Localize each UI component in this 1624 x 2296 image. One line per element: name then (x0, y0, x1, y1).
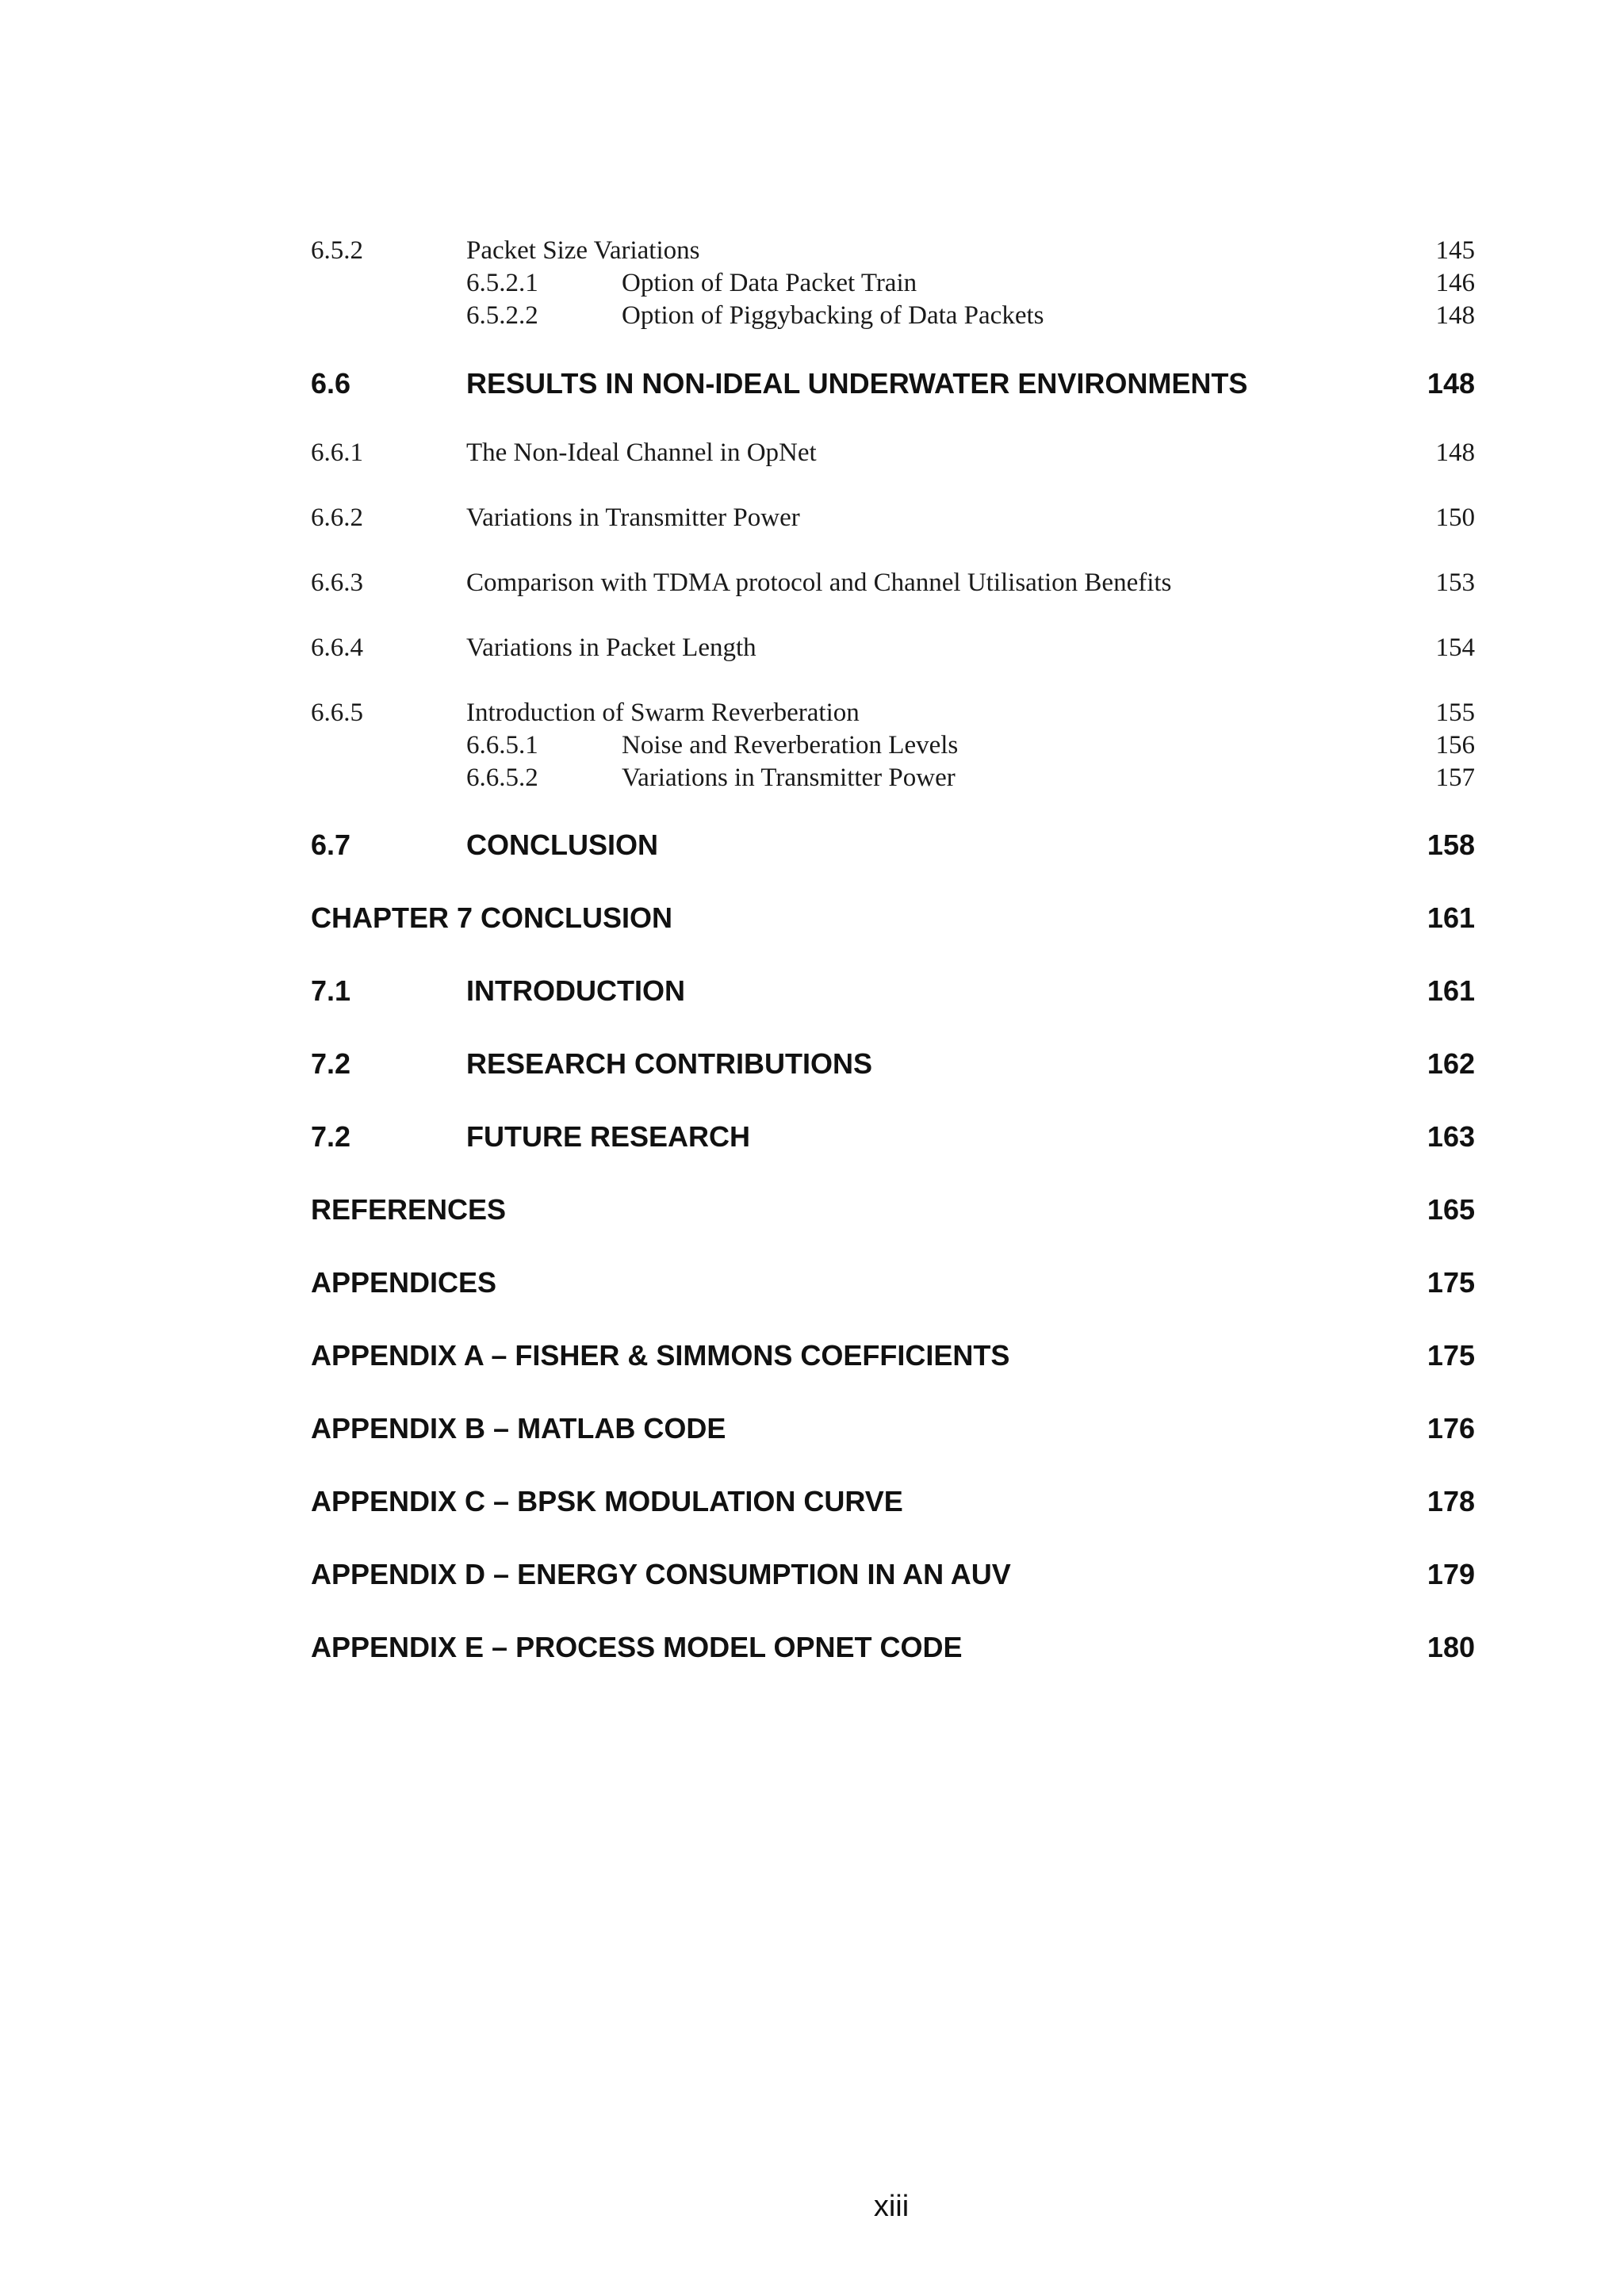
toc-entry-title: RESEARCH CONTRIBUTIONS (466, 1047, 873, 1080)
toc-entry-number: 7.2 (311, 1047, 351, 1080)
toc-entry-appendix-d[interactable] (311, 1557, 1475, 1597)
toc-entry-6-6-1[interactable] (311, 437, 1475, 476)
toc-entry-title: Introduction of Swarm Reverberation (466, 698, 860, 727)
toc-entry-number: 6.5.2.1 (466, 269, 538, 297)
toc-entry-page: 175 (1427, 1266, 1475, 1299)
toc-entry-page: 158 (1427, 828, 1475, 861)
toc-entry-6-5-2-2[interactable] (311, 300, 1475, 339)
toc-entry-6-6-5-2[interactable] (311, 762, 1475, 802)
toc-entry-title: APPENDIX C – BPSK MODULATION CURVE (311, 1485, 903, 1517)
toc-entry-title: APPENDIX D – ENERGY CONSUMPTION IN AN AUV (311, 1558, 1011, 1590)
toc-entry-number: 6.5.2 (311, 236, 363, 265)
toc-entry-number: 6.6.4 (311, 633, 363, 662)
toc-entry-page: 161 (1427, 974, 1475, 1007)
toc-entry-appendix-a[interactable] (311, 1338, 1475, 1378)
toc-entry-title: Packet Size Variations (466, 236, 700, 265)
toc-entry-title: REFERENCES (311, 1193, 507, 1226)
toc-entry-6-6-2[interactable] (311, 502, 1475, 541)
toc-entry-page: 178 (1427, 1485, 1475, 1517)
toc-entry-appendices[interactable] (311, 1265, 1475, 1305)
toc-entry-page: 148 (1435, 301, 1475, 330)
toc-entry-appendix-c[interactable] (311, 1484, 1475, 1524)
toc-entry-title: Variations in Transmitter Power (466, 503, 800, 532)
toc-entry-number: 7.2 (311, 1120, 351, 1153)
toc-entry-page: 162 (1427, 1047, 1475, 1080)
toc-entry-page: 165 (1427, 1193, 1475, 1226)
toc-entry-title: APPENDICES (311, 1266, 497, 1299)
toc-entry-number: 6.6 (311, 367, 351, 400)
toc-entry-number: 6.6.5.1 (466, 731, 538, 760)
toc-entry-appendix-b[interactable] (311, 1411, 1475, 1451)
toc-entry-number: 6.6.5.2 (466, 763, 538, 792)
toc-entry-page: 180 (1427, 1631, 1475, 1663)
toc-entry-number: 6.6.5 (311, 698, 363, 727)
toc-entry-7-2-research-contributions[interactable] (311, 1047, 1475, 1086)
toc-entry-page: 161 (1427, 901, 1475, 934)
toc-entry-number: 6.5.2.2 (466, 301, 538, 330)
toc-entry-page: 175 (1427, 1339, 1475, 1372)
toc-entry-page: 155 (1435, 698, 1475, 727)
toc-entry-title: Noise and Reverberation Levels (622, 731, 959, 760)
toc-entry-title: APPENDIX E – PROCESS MODEL OPNET CODE (311, 1631, 963, 1663)
toc-entry-page: 176 (1427, 1412, 1475, 1445)
toc-entry-page: 153 (1435, 568, 1475, 597)
toc-entry-page: 150 (1435, 503, 1475, 532)
toc-entry-title: RESULTS IN NON-IDEAL UNDERWATER ENVIRONMENTS (466, 367, 1248, 400)
toc-entry-page: 154 (1435, 633, 1475, 662)
toc-entry-page: 157 (1435, 763, 1475, 792)
toc-entry-page: 156 (1435, 731, 1475, 760)
toc-entry-title: INTRODUCTION (466, 974, 685, 1007)
toc-entry-page: 179 (1427, 1558, 1475, 1590)
toc-entry-7-2-future-research[interactable] (311, 1119, 1475, 1159)
toc-entry-number: 7.1 (311, 974, 351, 1007)
toc-entry-title: CHAPTER 7 CONCLUSION (311, 901, 673, 934)
page-number: xiii (873, 2190, 910, 2223)
toc-entry-title: APPENDIX A – FISHER & SIMMONS COEFFICIENTS (311, 1339, 1010, 1372)
toc-entry-title: Variations in Packet Length (466, 633, 756, 662)
toc-entry-title: Comparison with TDMA protocol and Channel Utilisation Benefits (466, 568, 1172, 597)
toc-entry-page: 163 (1427, 1120, 1475, 1153)
toc-entry-6-6[interactable] (311, 366, 1475, 406)
toc-entry-chapter-7[interactable] (311, 901, 1475, 940)
toc-entry-6-6-3[interactable] (311, 567, 1475, 607)
toc-entry-page: 146 (1435, 269, 1475, 297)
toc-entry-title: The Non-Ideal Channel in OpNet (466, 438, 817, 467)
toc-entry-page: 148 (1435, 438, 1475, 467)
toc-entry-title: Variations in Transmitter Power (622, 763, 956, 792)
toc-entry-number: 6.7 (311, 828, 351, 861)
toc-entry-title: Option of Piggybacking of Data Packets (622, 301, 1044, 330)
toc-entry-6-6-4[interactable] (311, 632, 1475, 672)
toc-entry-title: Option of Data Packet Train (622, 269, 917, 297)
toc-entry-number: 6.6.2 (311, 503, 363, 532)
toc-entry-page: 145 (1435, 236, 1475, 265)
toc-entry-6-7[interactable] (311, 828, 1475, 867)
toc-entry-number: 6.6.1 (311, 438, 363, 467)
toc-entry-7-1[interactable] (311, 974, 1475, 1013)
toc-entry-number: 6.6.3 (311, 568, 363, 597)
toc-entry-title: APPENDIX B – MATLAB CODE (311, 1412, 726, 1445)
toc-entry-title: FUTURE RESEARCH (466, 1120, 751, 1153)
toc-entry-references[interactable] (311, 1192, 1475, 1232)
toc-entry-appendix-e[interactable] (311, 1630, 1475, 1670)
toc-entry-title: CONCLUSION (466, 828, 658, 861)
toc-entry-page: 148 (1427, 367, 1475, 400)
